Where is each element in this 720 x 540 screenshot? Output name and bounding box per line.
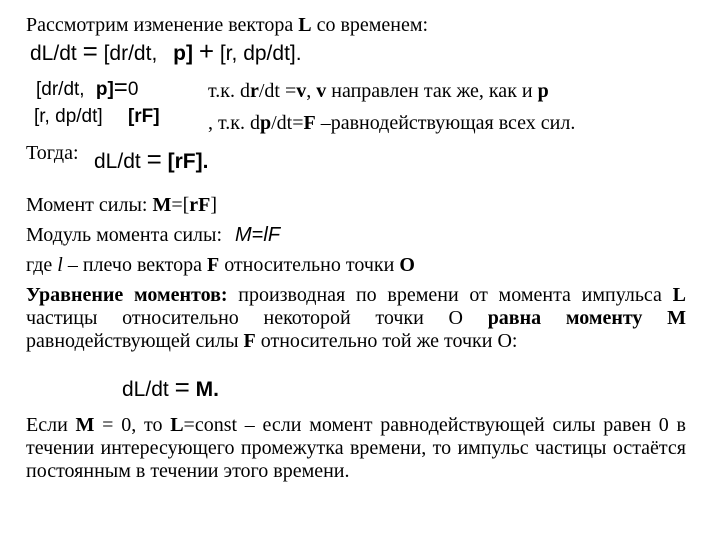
eq3-note-f: F (303, 112, 316, 134)
moment-rf: rF (189, 194, 211, 216)
where-f: F (206, 254, 220, 276)
eq3-note-p: p (259, 112, 272, 134)
moments-bold2: равна моменту (487, 307, 643, 329)
then-equation (94, 144, 208, 175)
then-rhs: [rF]. (167, 150, 209, 173)
eq2-note-rest: направлен так же, как и (326, 80, 538, 102)
moments-t1: производная по времени от момента импульса (227, 284, 673, 306)
eq1-equals: = (82, 36, 98, 66)
where-mid2: относительно точки (219, 254, 400, 276)
moment-line (26, 194, 217, 216)
eq3-lhs-r: [r, (34, 106, 50, 127)
where-o: O (399, 254, 415, 276)
equation-3-formula (34, 106, 160, 128)
eq1-lhs: dL/dt (30, 42, 77, 65)
moments-f: F (243, 330, 256, 352)
eq2-p: p] (95, 79, 114, 100)
eq1-dot: . (295, 42, 302, 65)
cons-t1: Если (26, 414, 76, 436)
where-l: l (57, 254, 63, 276)
eq3-lhs-dp: dp/dt] (55, 106, 103, 127)
moments-space (642, 307, 667, 329)
equation-5 (122, 372, 219, 403)
moments-paragraph (26, 284, 686, 353)
equation-3-note (208, 112, 575, 134)
modulus-m: M (235, 224, 252, 246)
conservation-paragraph (26, 414, 686, 483)
modulus-label: Модуль момента силы: (26, 224, 223, 246)
moment-label: Момент силы: (26, 194, 153, 216)
eq3-rhs: [rF] (127, 106, 160, 127)
equation-1 (30, 36, 302, 67)
where-line (26, 254, 415, 276)
eq1-p: p] (173, 42, 193, 65)
eq2-note-pre: т.к. d (208, 80, 250, 102)
eq3-note-pre: , т.к. d (208, 112, 260, 134)
moments-t2: частицы относительно некоторой точки О (26, 307, 488, 329)
moment-m: M (152, 194, 172, 216)
eq2-note-v2: v (316, 80, 327, 102)
cons-m: M (75, 414, 95, 436)
eq2-note-v: v (296, 80, 307, 102)
modulus-l: l (263, 224, 268, 246)
moments-t3: равнодействующей силы (26, 330, 244, 352)
moment-eq: =[ (171, 194, 190, 216)
eq1-term1: [dr/dt, (103, 42, 158, 65)
eq2-note-mid: /dt = (258, 80, 297, 102)
modulus-f: F (267, 224, 281, 246)
eq5-rhs: M. (195, 378, 219, 401)
eq2-formula: [dr/dt, (36, 79, 85, 100)
eq3-note-mid: /dt= (271, 112, 304, 134)
eq2-note-r: r (249, 80, 259, 102)
intro-line (26, 14, 428, 36)
cons-t2: = 0, то (94, 414, 171, 436)
where-pre: где (26, 254, 58, 276)
eq2-equals: = (113, 74, 128, 101)
eq5-equals: = (174, 372, 190, 402)
where-mid: – плечо вектора (62, 254, 207, 276)
moments-t4: относительно той же точки О: (255, 330, 518, 352)
then-label: Тогда: (26, 142, 79, 164)
equation-2-note (208, 80, 549, 102)
then-lhs: dL/dt (94, 150, 141, 173)
eq1-term2: [r, (219, 42, 238, 65)
moment-close: ] (210, 194, 218, 216)
modulus-eq: = (251, 224, 264, 246)
cons-t3: =const – если момент равнодействующей силы равен 0 в течении интересующего промежутка времени, то импульс частицы остаётся постоянным в течении этого времени. (26, 414, 686, 482)
moments-m: М (667, 307, 687, 329)
eq2-note-p: p (537, 80, 549, 102)
eq2-zero: 0 (127, 79, 139, 100)
intro-tail: со временем: (311, 14, 429, 36)
modulus-line (26, 224, 280, 246)
intro-vector-l: L (298, 14, 312, 36)
moments-l: L (672, 284, 686, 306)
eq1-dpdt: dp/dt] (243, 42, 296, 65)
eq3-note-rest: –равнодействующая всех сил. (315, 112, 576, 134)
equation-2-formula (36, 74, 138, 102)
moments-heading: Уравнение моментов: (26, 284, 228, 306)
eq1-plus: + (198, 36, 214, 66)
intro-text: Рассмотрим изменение вектора (26, 14, 299, 36)
eq5-lhs: dL/dt (122, 378, 169, 401)
then-equals: = (146, 144, 162, 174)
cons-l: L (170, 414, 184, 436)
eq2-note-comma: , (306, 80, 317, 102)
